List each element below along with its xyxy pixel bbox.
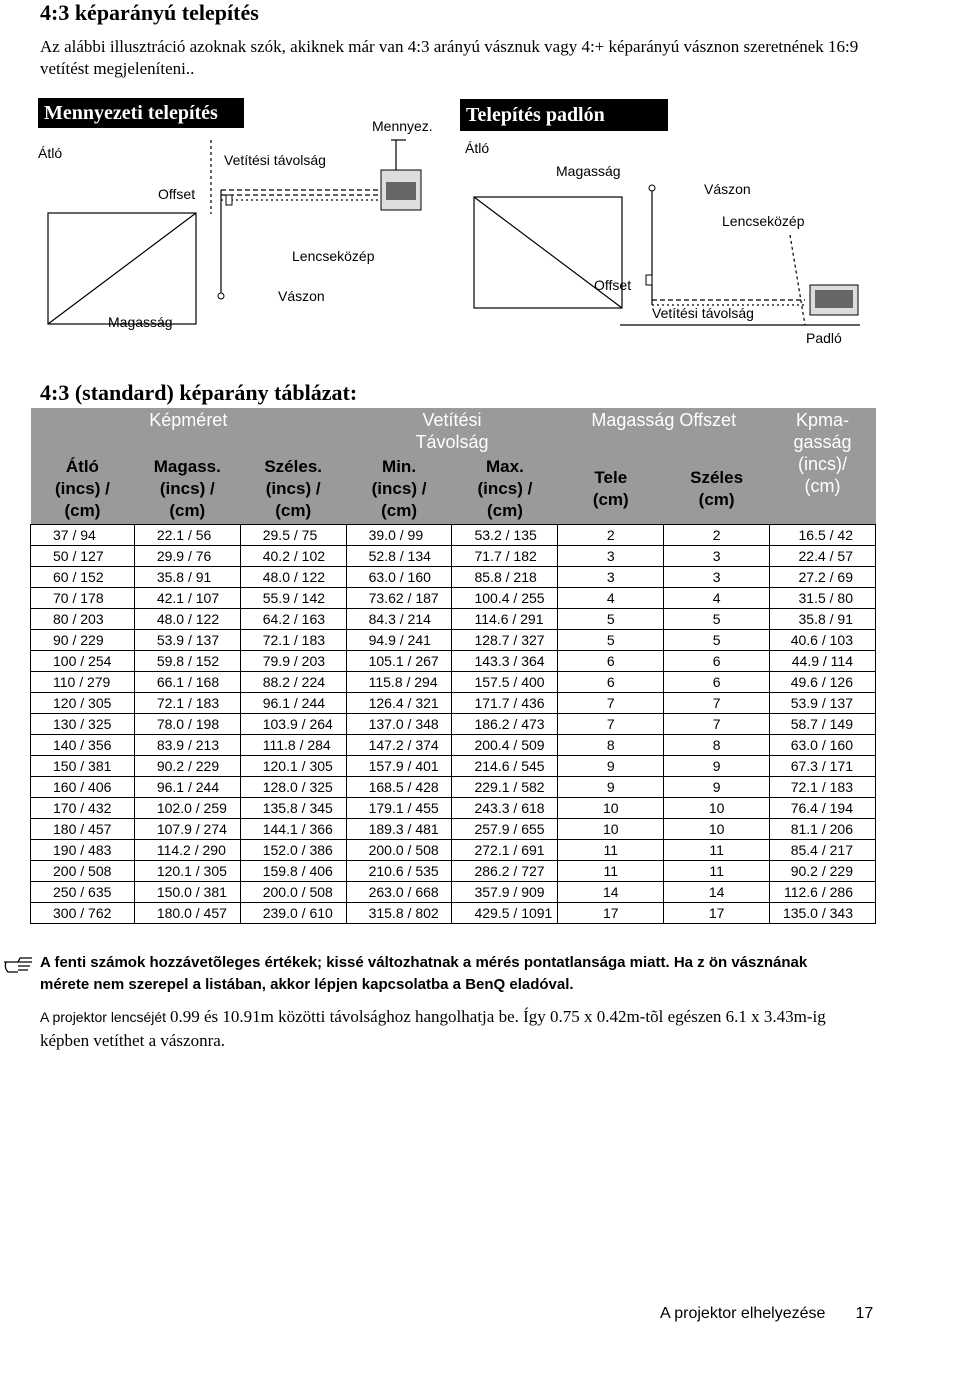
table-cell: 144.1 / 366 [240, 819, 346, 840]
ceiling-diagonal-label: Átló [38, 145, 63, 161]
table-cell: 22.4 / 57 [770, 546, 876, 567]
table-cell: 114.6 / 291 [452, 609, 558, 630]
table-cell: 257.9 / 655 [452, 819, 558, 840]
table-row [31, 567, 876, 588]
table-heading: 4:3 (standard) képarány táblázat: [40, 380, 358, 405]
table-cell: 250 / 635 [31, 882, 135, 903]
table-cell: 263.0 / 668 [346, 882, 452, 903]
table-cell: 9 [664, 777, 770, 798]
table-cell: 72.1 / 183 [240, 630, 346, 651]
lens-paragraph [40, 1005, 860, 1053]
table-cell: 157.9 / 401 [346, 756, 452, 777]
table-cell: 189.3 / 481 [346, 819, 452, 840]
table-cell: 229.1 / 582 [452, 777, 558, 798]
table-cell: 49.6 / 126 [770, 672, 876, 693]
table-cell: 7 [558, 693, 664, 714]
table-cell: 143.3 / 364 [452, 651, 558, 672]
footer-section-title: A projektor elhelyezése [660, 1305, 826, 1322]
table-cell: 6 [558, 672, 664, 693]
ceiling-installation-title: Mennyezeti telepítés [38, 98, 244, 128]
table-cell: 10 [664, 819, 770, 840]
table-cell: 135.8 / 345 [240, 798, 346, 819]
table-cell: 48.0 / 122 [134, 609, 240, 630]
table-cell: 180.0 / 457 [134, 903, 240, 924]
table-cell: 186.2 / 473 [452, 714, 558, 735]
table-cell: 5 [664, 630, 770, 651]
table-row [31, 651, 876, 672]
table-cell: 2 [558, 525, 664, 546]
table-cell: 80 / 203 [31, 609, 135, 630]
table-cell: 27.2 / 69 [770, 567, 876, 588]
table-cell: 6 [558, 651, 664, 672]
table-row [31, 903, 876, 924]
table-cell: 2 [664, 525, 770, 546]
table-cell: 52.8 / 134 [346, 546, 452, 567]
table-cell: 7 [664, 693, 770, 714]
table-cell: 150 / 381 [31, 756, 135, 777]
table-cell: 159.8 / 406 [240, 861, 346, 882]
table-cell: 135.0 / 343 [770, 903, 876, 924]
table-cell: 111.8 / 284 [240, 735, 346, 756]
table-cell: 115.8 / 294 [346, 672, 452, 693]
table-cell: 10 [558, 819, 664, 840]
table-cell: 72.1 / 183 [134, 693, 240, 714]
table-cell: 90 / 229 [31, 630, 135, 651]
table-cell: 147.2 / 374 [346, 735, 452, 756]
table-cell: 17 [664, 903, 770, 924]
table-cell: 105.1 / 267 [346, 651, 452, 672]
page-title: 4:3 képarányú telepítés [40, 0, 259, 25]
table-cell: 64.2 / 163 [240, 609, 346, 630]
table-cell: 3 [664, 546, 770, 567]
table-cell: 3 [664, 567, 770, 588]
table-cell: 9 [664, 756, 770, 777]
table-cell: 10 [664, 798, 770, 819]
floor-installation-title: Telepítés padlón [460, 99, 668, 131]
table-cell: 120.1 / 305 [134, 861, 240, 882]
intro-text: Az alábbi illusztráció azoknak szók, akiknek már van 4:3 arányú vásznuk vagy 4:+ képarányú vásznon szeretnének 16:9 vetítést megjeleníteni.. [40, 37, 859, 78]
table-cell: 120.1 / 305 [240, 756, 346, 777]
table-cell: 44.9 / 114 [770, 651, 876, 672]
table-cell: 16.5 / 42 [770, 525, 876, 546]
table-cell: 78.0 / 198 [134, 714, 240, 735]
table-cell: 429.5 / 1091 [452, 903, 558, 924]
table-cell: 128.7 / 327 [452, 630, 558, 651]
table-cell: 171.7 / 436 [452, 693, 558, 714]
table-cell: 53.9 / 137 [134, 630, 240, 651]
table-cell: 6 [664, 672, 770, 693]
lens-paragraph-rest: 0.99 és 10.91m közötti távolsághoz hangolhatja be. Így 0.75 x 0.42m-tõl egészen 6.1 x 3.43m-ig képben vetíthet a vászonra. [40, 1007, 826, 1050]
table-cell: 150.0 / 381 [134, 882, 240, 903]
ceiling-offset-label: Offset [158, 186, 196, 202]
table-cell: 140 / 356 [31, 735, 135, 756]
table-cell: 357.9 / 909 [452, 882, 558, 903]
table-row [31, 840, 876, 861]
note-text: A fenti számok hozzávetõleges értékek; kissé változhatnak a mérés pontatlansága miatt. Ha z ön vásznának mérete nem szerepel a listában, akkor lépjen kapcsolatba a BenQ eladóval. [40, 954, 808, 993]
table-cell: 37 / 94 [31, 525, 135, 546]
table-cell: 100 / 254 [31, 651, 135, 672]
table-cell: 200.4 / 509 [452, 735, 558, 756]
table-cell: 31.5 / 80 [770, 588, 876, 609]
table-row [31, 777, 876, 798]
table-cell: 200.0 / 508 [346, 840, 452, 861]
floor-screen-label: Vászon [704, 181, 751, 197]
ceiling-lens-center-label: Lencseközép [292, 248, 375, 264]
table-cell: 179.1 / 455 [346, 798, 452, 819]
ceiling-height-label: Magasság [108, 314, 173, 330]
table-cell: 67.3 / 171 [770, 756, 876, 777]
table-cell: 5 [558, 609, 664, 630]
table-row [31, 630, 876, 651]
table-cell: 137.0 / 348 [346, 714, 452, 735]
table-cell: 126.4 / 321 [346, 693, 452, 714]
table-cell: 3 [558, 546, 664, 567]
table-cell: 84.3 / 214 [346, 609, 452, 630]
table-cell: 90.2 / 229 [770, 861, 876, 882]
group-image-size: Képméret [31, 408, 347, 454]
table-cell: 79.9 / 203 [240, 651, 346, 672]
table-cell: 10 [558, 798, 664, 819]
table-cell: 88.2 / 224 [240, 672, 346, 693]
table-row [31, 609, 876, 630]
table-cell: 11 [558, 840, 664, 861]
ceiling-label: Mennyez. [372, 118, 433, 134]
table-row [31, 672, 876, 693]
table-cell: 100.4 / 255 [452, 588, 558, 609]
table-cell: 55.9 / 142 [240, 588, 346, 609]
table-row [31, 798, 876, 819]
table-cell: 96.1 / 244 [134, 777, 240, 798]
table-cell: 315.8 / 802 [346, 903, 452, 924]
table-cell: 180 / 457 [31, 819, 135, 840]
table-cell: 8 [664, 735, 770, 756]
table-cell: 200.0 / 508 [240, 882, 346, 903]
table-cell: 6 [664, 651, 770, 672]
aspect-ratio-table [30, 408, 876, 924]
floor-lens-center-label: Lencseközép [722, 213, 805, 229]
table-cell: 70 / 178 [31, 588, 135, 609]
table-cell: 85.4 / 217 [770, 840, 876, 861]
col-max: Max. (incs) / (cm) [452, 454, 558, 525]
group-height-offset: Magasság Offszet [558, 408, 770, 454]
table-cell: 48.0 / 122 [240, 567, 346, 588]
table-cell: 94.9 / 241 [346, 630, 452, 651]
pointing-hand-icon [2, 952, 36, 976]
table-cell: 130 / 325 [31, 714, 135, 735]
table-cell: 9 [558, 777, 664, 798]
table-cell: 110 / 279 [31, 672, 135, 693]
table-cell: 63.0 / 160 [770, 735, 876, 756]
table-cell: 90.2 / 229 [134, 756, 240, 777]
table-cell: 168.5 / 428 [346, 777, 452, 798]
table-cell: 53.9 / 137 [770, 693, 876, 714]
table-cell: 66.1 / 168 [134, 672, 240, 693]
table-cell: 29.5 / 75 [240, 525, 346, 546]
table-cell: 200 / 508 [31, 861, 135, 882]
table-cell: 73.62 / 187 [346, 588, 452, 609]
table-cell: 102.0 / 259 [134, 798, 240, 819]
table-cell: 59.8 / 152 [134, 651, 240, 672]
table-cell: 7 [664, 714, 770, 735]
table-row [31, 756, 876, 777]
table-cell: 35.8 / 91 [770, 609, 876, 630]
table-cell: 39.0 / 99 [346, 525, 452, 546]
col-width: Széles. (incs) / (cm) [240, 454, 346, 525]
table-cell: 5 [558, 630, 664, 651]
floor-height-label: Magasság [556, 163, 621, 179]
table-row [31, 588, 876, 609]
table-cell: 103.9 / 264 [240, 714, 346, 735]
table-cell: 170 / 432 [31, 798, 135, 819]
table-cell: 42.1 / 107 [134, 588, 240, 609]
floor-label: Padló [806, 330, 842, 346]
col-height: Magass. (incs) / (cm) [134, 454, 240, 525]
table-row [31, 819, 876, 840]
table-cell: 53.2 / 135 [452, 525, 558, 546]
table-cell: 50 / 127 [31, 546, 135, 567]
page-footer [660, 1305, 873, 1323]
table-cell: 85.8 / 218 [452, 567, 558, 588]
ceiling-screen-label: Vászon [278, 288, 325, 304]
table-cell: 286.2 / 727 [452, 861, 558, 882]
table-row [31, 735, 876, 756]
table-row [31, 525, 876, 546]
table-cell: 76.4 / 194 [770, 798, 876, 819]
table-cell: 4 [558, 588, 664, 609]
table-row [31, 882, 876, 903]
table-cell: 14 [558, 882, 664, 903]
table-cell: 35.8 / 91 [134, 567, 240, 588]
table-cell: 300 / 762 [31, 903, 135, 924]
table-cell: 71.7 / 182 [452, 546, 558, 567]
table-row [31, 546, 876, 567]
table-cell: 11 [558, 861, 664, 882]
group-throw-distance: Vetítési Távolság [346, 408, 558, 454]
table-cell: 17 [558, 903, 664, 924]
table-cell: 5 [664, 609, 770, 630]
table-cell: 3 [558, 567, 664, 588]
table-cell: 11 [664, 861, 770, 882]
table-cell: 120 / 305 [31, 693, 135, 714]
table-row [31, 861, 876, 882]
col-min: Min. (incs) / (cm) [346, 454, 452, 525]
table-cell: 152.0 / 386 [240, 840, 346, 861]
table-cell: 8 [558, 735, 664, 756]
table-cell: 96.1 / 244 [240, 693, 346, 714]
table-cell: 272.1 / 691 [452, 840, 558, 861]
table-cell: 14 [664, 882, 770, 903]
table-cell: 112.6 / 286 [770, 882, 876, 903]
table-cell: 157.5 / 400 [452, 672, 558, 693]
table-body [31, 525, 876, 924]
table-cell: 58.7 / 149 [770, 714, 876, 735]
table-cell: 81.1 / 206 [770, 819, 876, 840]
table-cell: 83.9 / 213 [134, 735, 240, 756]
floor-offset-label: Offset [594, 277, 632, 293]
lens-paragraph-lead: A projektor lencséjét [40, 1009, 170, 1025]
ceiling-diagonal-line [48, 213, 196, 324]
col-diagonal: Átló (incs) / (cm) [31, 454, 135, 525]
table-cell: 4 [664, 588, 770, 609]
table-row [31, 714, 876, 735]
col-tele: Tele (cm) [558, 454, 664, 525]
ceiling-throw-label: Vetítési távolság [224, 152, 326, 168]
table-cell: 107.9 / 274 [134, 819, 240, 840]
table-cell: 9 [558, 756, 664, 777]
col-wide: Széles (cm) [664, 454, 770, 525]
table-cell: 11 [664, 840, 770, 861]
table-cell: 190 / 483 [31, 840, 135, 861]
table-cell: 160 / 406 [31, 777, 135, 798]
table-cell: 72.1 / 183 [770, 777, 876, 798]
table-cell: 22.1 / 56 [134, 525, 240, 546]
table-cell: 114.2 / 290 [134, 840, 240, 861]
table-cell: 243.3 / 618 [452, 798, 558, 819]
page-number: 17 [855, 1305, 874, 1322]
table-cell: 63.0 / 160 [346, 567, 452, 588]
table-cell: 210.6 / 535 [346, 861, 452, 882]
table-cell: 128.0 / 325 [240, 777, 346, 798]
table-cell: 29.9 / 76 [134, 546, 240, 567]
table-cell: 7 [558, 714, 664, 735]
table-cell: 214.6 / 545 [452, 756, 558, 777]
table-cell: 40.2 / 102 [240, 546, 346, 567]
table-cell: 239.0 / 610 [240, 903, 346, 924]
floor-throw-label: Vetítési távolság [652, 305, 754, 321]
floor-diagonal-label: Átló [465, 140, 490, 156]
group-lens-height: Kpma- gasság (incs)/ (cm) [770, 408, 876, 525]
table-row [31, 693, 876, 714]
table-cell: 40.6 / 103 [770, 630, 876, 651]
table-cell: 60 / 152 [31, 567, 135, 588]
